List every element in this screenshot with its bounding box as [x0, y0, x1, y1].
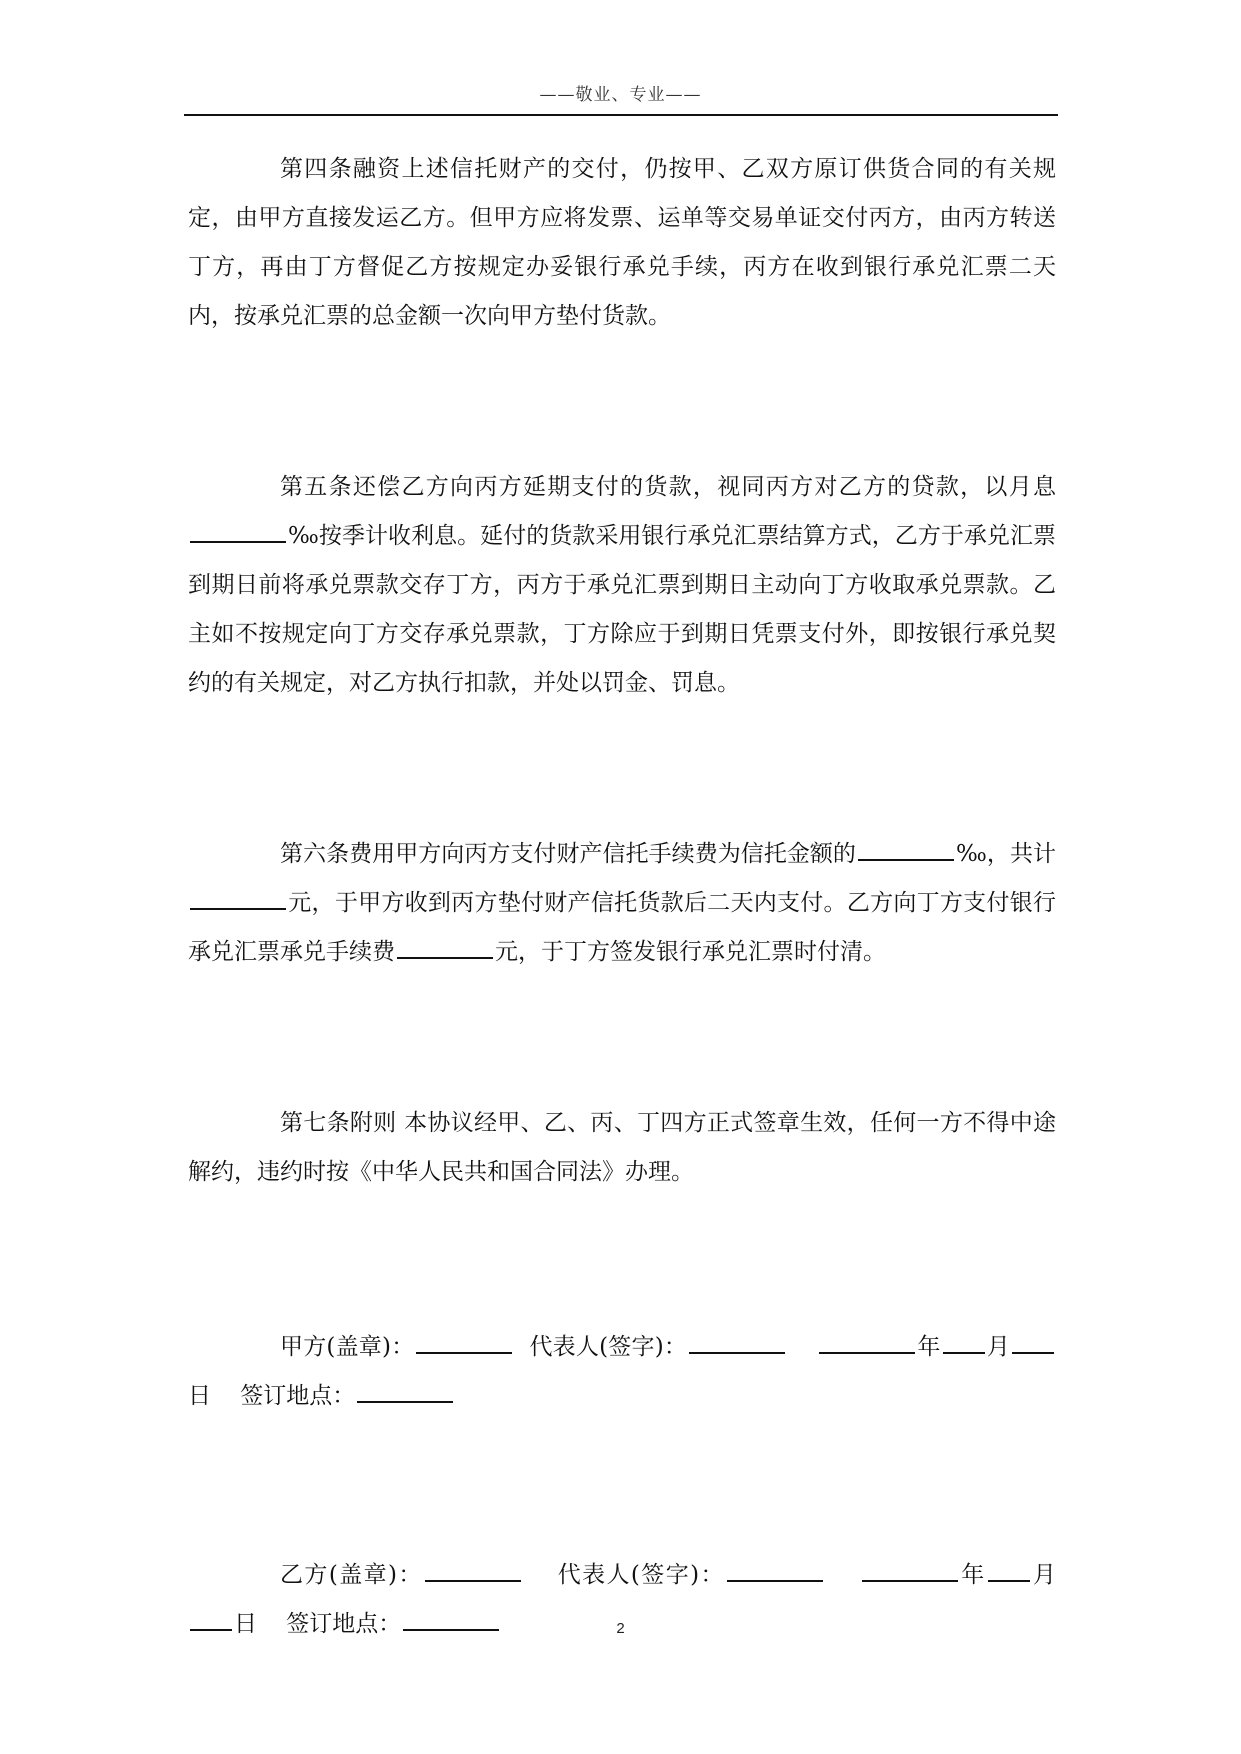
article-5-text-part1: 第五条还偿乙方向丙方延期支付的货款，视同丙方对乙方的贷款，以月息: [280, 474, 1056, 500]
fee-total-blank[interactable]: [190, 884, 286, 910]
article-6-text-part1: 第六条费用甲方向丙方支付财产信托手续费为信托金额的: [280, 841, 856, 867]
party-b-rep-blank[interactable]: [727, 1556, 823, 1582]
article-4-text: 第四条融资上述信托财产的交付，仍按甲、乙双方原订供货合同的有关规定，由甲方直接发运乙方。但甲方应将发票、运单等交易单证交付丙方，由丙方转送丁方，再由丁方督促乙方按规定办妥银行承兑手续，丙方在收到银行承兑汇票二天内，按承兑汇票的总金额一次向甲方垫付货款。: [188, 156, 1056, 329]
article-6-text-part4: 元，于丁方签发银行承兑汇票时付清。: [495, 939, 886, 965]
party-b-year-label: 年: [959, 1562, 986, 1588]
party-a-year-label: 年: [917, 1334, 941, 1360]
party-a-month-blank[interactable]: [943, 1328, 985, 1354]
party-b-place-label: 签订地点：: [286, 1611, 402, 1637]
article-7-text: 第七条附则 本协议经甲、乙、丙、丁四方正式签章生效，任何一方不得中途解约，违约时按《中华人民共和国合同法》办理。: [188, 1110, 1056, 1185]
party-a-place-label: 签订地点：: [240, 1383, 356, 1409]
fee-rate-blank[interactable]: [858, 835, 954, 861]
article-6-text-part2: ‰，共计: [955, 841, 1057, 867]
party-a-place-blank[interactable]: [357, 1377, 453, 1403]
party-b-seal-blank[interactable]: [425, 1556, 521, 1582]
article-5-text-part2: ‰按季计收利息。延付的货款采用银行承兑汇票结算方式，乙方于承兑汇票到期日前将承兑票款交存丁方，丙方于承兑汇票到期日主动向丁方收取承兑票款。乙主如不按规定向丁方交存承兑票款，丁方除应于到期日凭票支付外，即按银行承兑契约的有关规定，对乙方执行扣款，并处以罚金、罚息。: [188, 523, 1056, 696]
party-a-seal-label: 甲方(盖章)：: [280, 1334, 415, 1360]
party-a-seal-blank[interactable]: [416, 1328, 512, 1354]
article-6-text-part3: 元，于甲方收到丙方垫付财产信托货款后二天内支付。乙方向丁方支付银行承兑汇票承兑手续费: [188, 890, 1056, 965]
article-5: [188, 463, 1056, 708]
party-a-day-blank[interactable]: [1012, 1328, 1054, 1354]
party-b-month-label: 月: [1031, 1562, 1057, 1588]
party-b-month-blank[interactable]: [988, 1556, 1030, 1582]
party-a-month-label: 月: [986, 1334, 1011, 1360]
article-4: [188, 145, 1056, 341]
party-b-day-label: 日: [234, 1611, 257, 1637]
party-a-rep-label: 代表人(签字)：: [529, 1334, 688, 1360]
party-b-rep-label: 代表人(签字)：: [557, 1562, 725, 1588]
interest-rate-blank[interactable]: [190, 517, 286, 543]
article-7: [188, 1099, 1056, 1197]
page-number: 2: [616, 1620, 625, 1637]
signature-party-a: [188, 1323, 1056, 1421]
article-6: [188, 830, 1056, 977]
party-a-day-label: 日: [188, 1383, 211, 1409]
document-body: [188, 145, 1056, 1649]
page-header: ——敬业、专业——: [539, 85, 702, 105]
party-a-rep-blank[interactable]: [689, 1328, 785, 1354]
party-b-year-blank[interactable]: [862, 1556, 958, 1582]
acceptance-fee-blank[interactable]: [397, 933, 493, 959]
party-a-year-blank[interactable]: [819, 1328, 915, 1354]
header-divider: [184, 114, 1058, 116]
party-b-seal-label: 乙方(盖章)：: [280, 1562, 423, 1588]
